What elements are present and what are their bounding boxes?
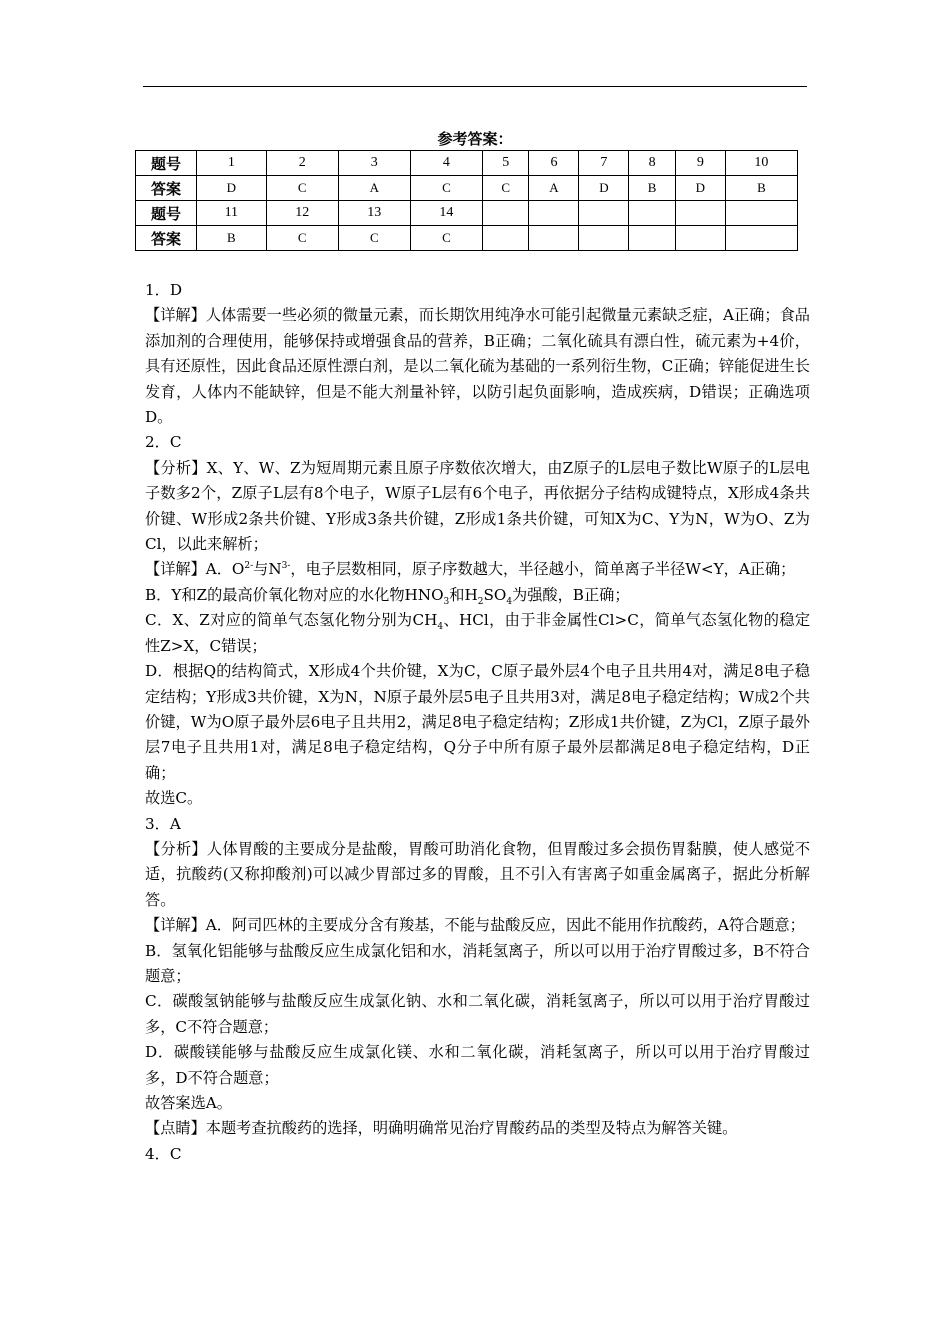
q2-detail-a	[145, 557, 810, 582]
subscript: 4	[506, 596, 513, 607]
table-cell: B	[629, 176, 676, 201]
text-run: 和H	[449, 585, 478, 604]
table-cell: 3	[338, 151, 410, 176]
table-cell: C	[266, 226, 338, 251]
table-cell	[482, 226, 529, 251]
table-cell: A	[529, 176, 579, 201]
table-row	[136, 176, 798, 201]
row-label: 题号	[136, 151, 197, 176]
table-cell: 8	[629, 151, 676, 176]
q2-option-d: D．根据Q的结构简式，X形成4个共价键，X为C，C原子最外层4个电子且共用4对，满足8电子稳定结构；Y形成3共价键，X为N，N原子最外层5电子且共用3对，满足8电子稳定结构；W成2个共价键，W为O原子最外层6电子且共用2，满足8电子稳定结构；Z形成1共价键，Z为Cl，Z原子最外层7电子且共用1对，满足8电子稳定结构，Q分子中所有原子最外层都满足8电子稳定结构，D正确；	[145, 662, 810, 782]
q2-option-c	[145, 608, 810, 659]
text-run: 与N	[253, 560, 282, 579]
table-cell: 2	[266, 151, 338, 176]
subscript: 2	[477, 596, 484, 607]
table-cell	[675, 226, 725, 251]
table-row	[136, 201, 798, 226]
row-label: 题号	[136, 201, 197, 226]
q3-option-d: D．碳酸镁能够与盐酸反应生成氯化镁、水和二氧化碳，消耗氢离子，所以可以用于治疗胃酸过多，D不符合题意；	[145, 1043, 810, 1087]
table-cell: 4	[410, 151, 482, 176]
q1-detail: 【详解】人体需要一些必须的微量元素，而长期饮用纯净水可能引起微量元素缺乏症，A正确；食品添加剂的合理使用，能够保持或增强食品的营养，B正确；二氧化硫具有漂白性，硫元素为+4价，具有还原性，因此食品还原性漂白剂，是以二氧化硫为基础的一系列衍生物，C正确；锌能促进生长发育，人体内不能缺锌，但是不能大剂量补锌，以防引起负面影响，造成疾病，D错误；正确选项D。	[145, 306, 810, 427]
table-cell	[579, 201, 629, 226]
superscript: 3-	[281, 561, 291, 572]
q3-detail-a: 【详解】A．阿司匹林的主要成分含有羧基，不能与盐酸反应，因此不能用作抗酸药，A符合题意；	[145, 916, 805, 935]
table-cell	[725, 226, 797, 251]
q2-option-b	[145, 583, 810, 608]
table-cell	[675, 201, 725, 226]
table-cell: C	[482, 176, 529, 201]
text-run: B．Y和Z的最高价氧化物对应的水化物HNO	[145, 585, 444, 604]
table-cell: C	[410, 226, 482, 251]
table-cell: 5	[482, 151, 529, 176]
table-cell: 7	[579, 151, 629, 176]
table-cell: 11	[197, 201, 267, 226]
subscript: 3	[443, 596, 450, 607]
q3-option-b: B．氢氧化铝能够与盐酸反应生成氯化铝和水，消耗氢离子，所以可以用于治疗胃酸过多，B不符合题意；	[145, 941, 810, 985]
table-cell: B	[725, 176, 797, 201]
q3-analysis: 【分析】人体胃酸的主要成分是盐酸，胃酸可助消化食物，但胃酸过多会损伤胃黏膜，使人感觉不适，抗酸药(又称抑酸剂)可以减少胃部过多的胃酸，且不引入有害离子如重金属离子，据此分析解答。	[145, 839, 810, 909]
text-run: ，电子层数相同，原子序数越大，半径越小，简单离子半径W<Y，A正确；	[290, 560, 796, 579]
table-cell: 10	[725, 151, 797, 176]
table-cell	[629, 226, 676, 251]
table-cell: A	[338, 176, 410, 201]
table-cell: D	[675, 176, 725, 201]
table-cell: 6	[529, 151, 579, 176]
table-cell	[579, 226, 629, 251]
text-run: 、HCl，由于非金属性Cl>C，简单气态氢化物的稳定性Z>X，C错误；	[145, 611, 811, 655]
table-cell	[529, 201, 579, 226]
q3-option-c: C．碳酸氢钠能够与盐酸反应生成氯化钠、水和二氧化碳，消耗氢离子，所以可以用于治疗胃酸过多，C不符合题意；	[145, 992, 810, 1036]
table-cell	[482, 201, 529, 226]
text-run: 为强酸，B正确；	[512, 585, 630, 604]
text-run: SO	[483, 585, 507, 604]
superscript: 2-	[244, 561, 254, 572]
q2-conclusion: 故选C。	[145, 789, 203, 808]
table-cell	[629, 201, 676, 226]
text-run: C．X、Z对应的简单气态氢化物分别为CH	[145, 611, 438, 630]
table-cell: 14	[410, 201, 482, 226]
table-cell	[529, 226, 579, 251]
answer-key-heading: 参考答案：	[437, 130, 513, 148]
row-label: 答案	[136, 176, 197, 201]
q4-title: 4．C	[145, 1144, 182, 1163]
q2-title: 2．C	[145, 433, 182, 452]
q3-conclusion: 故答案选A。	[145, 1094, 232, 1112]
table-cell: C	[266, 176, 338, 201]
table-cell: C	[410, 176, 482, 201]
table-row	[136, 226, 798, 251]
answer-table	[135, 150, 798, 251]
table-cell: 12	[266, 201, 338, 226]
header-rule	[143, 86, 807, 87]
row-label: 答案	[136, 226, 197, 251]
text-run: 【详解】A．O	[145, 560, 245, 579]
q3-title: 3．A	[145, 814, 181, 833]
table-cell: B	[197, 226, 267, 251]
table-cell: 13	[338, 201, 410, 226]
q3-comment: 【点睛】本题考查抗酸药的选择，明确明确常见治疗胃酸药品的类型及特点为解答关键。	[145, 1119, 738, 1138]
table-cell: 9	[675, 151, 725, 176]
q2-analysis: 【分析】X、Y、W、Z为短周期元素且原子序数依次增大，由Z原子的L层电子数比W原子的L层电子数多2个，Z原子L层有8个电子，W原子L层有6个电子，再依据分子结构成键特点，X形成4条共价键、W形成2条共价键、Y形成3条共价键，Z形成1条共价键，可知X为C、Y为N，W为O、Z为Cl，以此来解析；	[145, 458, 810, 554]
table-cell: C	[338, 226, 410, 251]
table-cell: 1	[197, 151, 267, 176]
table-cell: D	[197, 176, 267, 201]
table-row	[136, 151, 798, 176]
table-cell: D	[579, 176, 629, 201]
table-cell	[725, 201, 797, 226]
q1-title: 1．D	[145, 281, 183, 299]
subscript: 4	[437, 622, 444, 633]
solutions-body	[145, 278, 810, 1167]
